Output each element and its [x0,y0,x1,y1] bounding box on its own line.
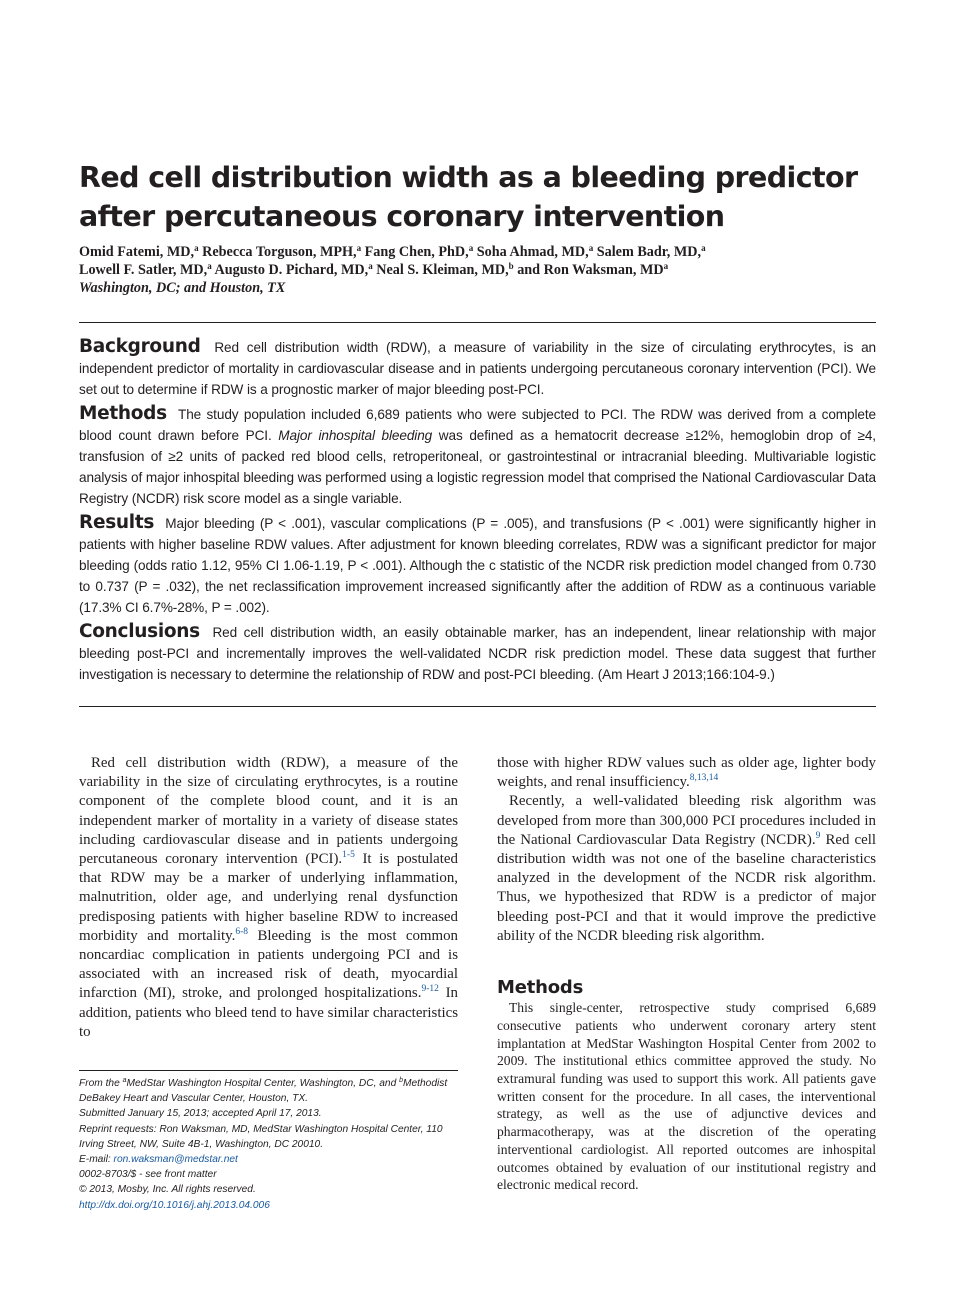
abstract-conclusions [79,622,876,685]
abstract-heading-conclusions: Conclusions [79,621,200,643]
abstract-heading-methods: Methods [79,403,167,425]
abstract-results-text: Major bleeding (P < .001), vascular complications (P = .005), and transfusions (P < .001) were significantly higher in patients with higher baseline RDW values. After adjustment for known bleeding correlates, RDW was a significant predictor for major bleeding (odds ratio 1.12, 95% CI 1.06-1.19, P < .001). Although the c statistic of the NCDR risk prediction model changed from 0.730 to 0.737 (P = .032), the net reclassification improvement increased significantly after the addition of RDW as a continuous variable (17.3% CI 6.7%-28%, P = .002). [79,516,876,615]
author-name: Fang Chen, PhD, [364,244,469,260]
affiliation-mark: a [207,261,212,271]
reference-link[interactable]: 8,13,14 [689,773,719,784]
body-text: Bleeding is the most common noncardiac complication in patients undergoing PCI and is associated with an increased risk of death, myocardial infarction (MI), stroke, and prolonged hospitalizations. [79,927,458,1002]
body-paragraph [79,754,458,1042]
body-text: Recently, a well-validated bleeding risk algorithm was developed from more than 300,000 PCI procedures included in the National Cardiovascular Data Registry (NCDR). [497,793,876,848]
body-text: Red cell distribution width (RDW), a measure of the variability in the size of circulating erythrocytes, is a routine component of the complete blood count, and it is an independent marker of mortality in a variety of disease states including cardiovascular disease and in patients undergoing percutaneous coronary intervention (PCI). [79,755,458,868]
affiliation-mark: a [122,1077,127,1084]
affiliation-mark: b [399,1077,403,1084]
footnote-text: MedStar Washington Hospital Center, Washington, DC, and [126,1078,397,1089]
body-paragraph [497,754,876,792]
abstract-top-rule [79,322,876,323]
body-text: In addition, patients who bleed tend to have similar characteristics to [79,985,458,1040]
affiliation-mark: a [588,243,594,253]
section-heading-methods: Methods [497,977,584,999]
author-name: Soha Ahmad, MD, [476,244,589,260]
author-name: Augusto D. Pichard, MD, [214,262,369,278]
affiliation-mark: a [701,243,706,253]
reference-link[interactable]: 9-12 [421,984,439,995]
reference-link[interactable]: 1-5 [342,850,355,861]
footnote-copyright: © 2013, Mosby, Inc. All rights reserved. [79,1184,256,1196]
footnote-text: From the [79,1078,120,1089]
email-link[interactable]: ron.waksman@medstar.net [113,1154,238,1166]
body-text: those with higher RDW values such as older age, lighter body weights, and renal insufficiency. [497,755,876,791]
author-name: and Ron Waksman, MD [517,262,664,278]
abstract-methods [79,404,876,509]
footnote-issn: 0002-8703/$ - see front matter [79,1169,217,1181]
doi-link[interactable]: http://dx.doi.org/10.1016/j.ahj.2013.04.006 [79,1199,270,1211]
author-location: Washington, DC; and Houston, TX [79,280,286,296]
affiliation-mark: a [468,243,474,253]
author-line-2 [79,261,879,279]
abstract-results [79,513,876,618]
footnote-email [79,1152,458,1167]
affiliation-mark: a [663,261,669,271]
author-name: Salem Badr, MD, [596,244,702,260]
abstract-methods-text-2: was defined as a hematocrit decrease ≥12%, hemoglobin drop of ≥4, transfusion of ≥2 units of packed red blood cells, retroperitoneal, or gastrointestinal or intracranial bleeding. Multivariable logistic analysis of major inhospital bleeding was performed using a logistic regression model that comprised the National Cardiovascular Data Registry (NCDR) risk score model as a single variable. [79,428,876,506]
footnote-affiliations [79,1076,458,1106]
abstract-bottom-rule [79,706,876,707]
author-name: Lowell F. Satler, MD, [79,262,208,278]
footnote-reprint: Reprint requests: Ron Waksman, MD, MedStar Washington Hospital Center, 110 Irving Street, NW, Suite 4B-1, Washington, DC 20010. [79,1123,443,1150]
body-paragraph [497,792,876,946]
author-name: Omid Fatemi, MD, [79,244,195,260]
author-name: Rebecca Torguson, MPH, [202,244,357,260]
affiliation-mark: a [368,261,373,271]
footnotes [79,1076,458,1213]
abstract-methods-text-1: The study population included 6,689 patients who were subjected to PCI. The RDW was derived from a complete blood count drawn before PCI. [79,407,876,444]
abstract-heading-results: Results [79,512,155,534]
affiliation-mark: a [194,243,199,253]
reference-link[interactable]: 9 [815,830,821,841]
abstract-background [79,337,876,400]
body-text: Red cell distribution width was not one of the baseline characteristics analyzed in the development of the NCDR risk algorithm. Thus, we hypothesized that RDW is a predictor of major bleeding post-PCI and that it would improve the predictive ability of the NCDR bleeding risk algorithm. [497,831,876,944]
abstract-heading-background: Background [79,336,201,357]
body-column-right [497,754,876,1194]
abstract-methods-term: Major inhospital bleeding [278,428,433,444]
body-paragraph: This single-center, retrospective study comprised 6,689 consecutive patients who underwent coronary artery stent implantation at MedStar Washington Hospital Center from 2002 to 2009. The institutional ethics committee approved the study. No extramural funding was used to support this work. All patients gave written consent for the procedure. In all cases, the interventional strategy, as well as the use of adjunctive devices and pharmacotherapy, was at the discretion of the operating interventional cardiologist. All reported outcomes are inhospital outcomes obtained by evaluation of our institutional registry and electronic medical record. [497,1000,876,1193]
abstract-background-text: Red cell distribution width (RDW), a measure of variability in the size of circulating erythrocytes, is an independent predictor of mortality in cardiovascular disease and in patients undergoing percutaneous coronary intervention (PCI). We set out to determine if RDW is a prognostic marker of major bleeding post-PCI. [79,340,876,397]
footnote-rule [79,1070,458,1071]
abstract [79,337,876,690]
abstract-conclusions-text: Red cell distribution width, an easily obtainable marker, has an independent, linear relationship with major bleeding post-PCI and incrementally improves the well-validated NCDR risk prediction model. These data suggest that further investigation is necessary to determine the relationship of RDW and post-PCI bleeding. (Am Heart J 2013;166:104-9.) [79,625,876,682]
affiliation-mark: b [508,261,514,271]
affiliation-mark: a [356,243,362,253]
author-name: Neal S. Kleiman, MD, [376,262,509,278]
article-title: Red cell distribution width as a bleeding predictor after percutaneous coronary intervention [79,161,858,233]
author-list [79,243,879,297]
author-line-1 [79,243,879,261]
body-column-left [79,754,458,1042]
footnote-text: Methodist DeBakey Heart and Vascular Center, Houston, TX. [79,1078,448,1105]
reference-link[interactable]: 6-8 [235,926,249,937]
footnote-text: E-mail: [79,1154,111,1166]
body-text: It is postulated that RDW may be a marker of underlying inflammation, malnutrition, older age, and underlying renal dysfunction predisposing patients with higher baseline RDW to increased morbidity and mortality. [79,851,458,944]
footnote-submitted: Submitted January 15, 2013; accepted April 17, 2013. [79,1108,322,1120]
